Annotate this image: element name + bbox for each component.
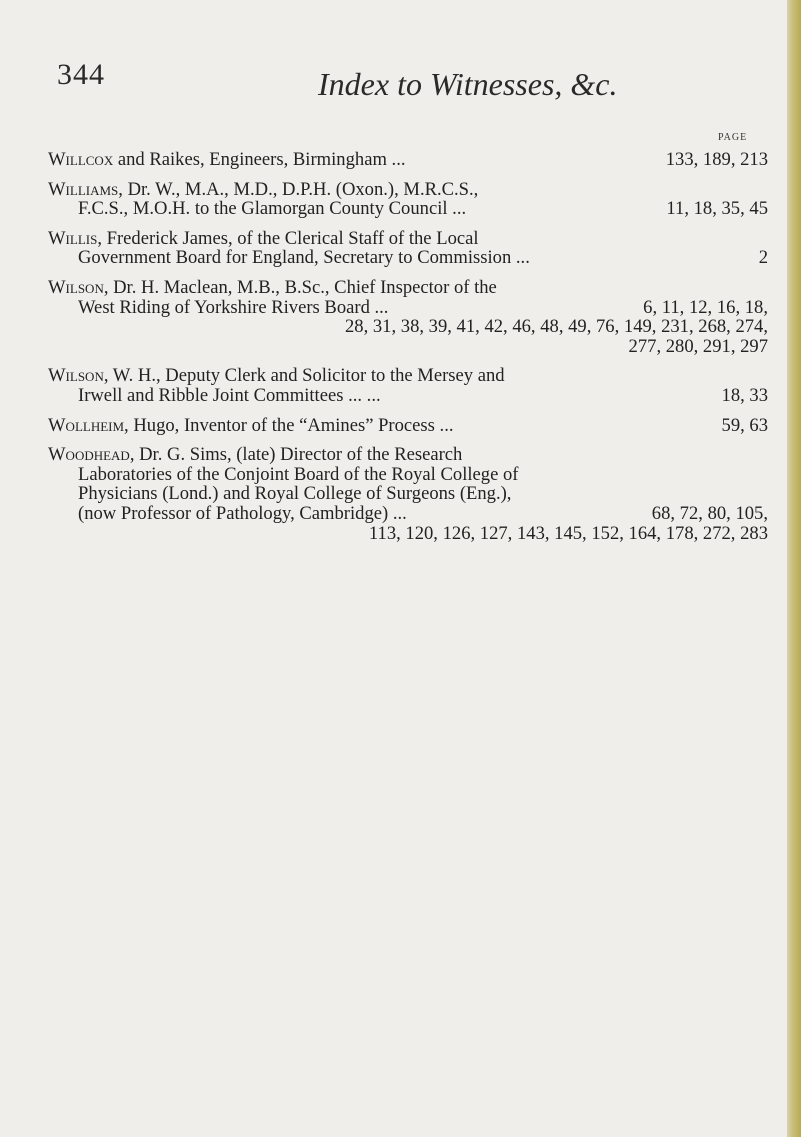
witness-description: , W. H., Deputy Clerk and Solicitor to the Mersey and: [103, 365, 505, 387]
witness-surname: Wilson: [48, 276, 104, 298]
index-entry-line: [48, 386, 768, 406]
index-entry: [48, 229, 768, 268]
witness-description: (now Professor of Pathology, Cambridge) ...: [78, 502, 407, 524]
index-entry-line: [48, 445, 768, 465]
page-column-label: PAGE: [718, 132, 748, 143]
page-references: 6, 11, 12, 16, 18,: [643, 296, 768, 318]
index-entry-line: [48, 298, 768, 318]
index-entry-line: [48, 465, 768, 485]
page-references: 2: [758, 247, 768, 269]
binding-edge: [787, 0, 801, 1137]
witness-description: Physicians (Lond.) and Royal College of Surgeons (Eng.),: [78, 483, 512, 505]
index-entry: [48, 445, 768, 543]
index-entry-line: [48, 317, 768, 337]
index-entry-line: [48, 504, 768, 524]
page-references: 28, 31, 38, 39, 41, 42, 46, 48, 49, 76, 149, 231, 268, 274,: [344, 316, 768, 338]
page-header: [0, 58, 801, 108]
index-entry-line: [48, 278, 768, 298]
page-references: 18, 33: [721, 384, 768, 406]
witness-description: Government Board for England, Secretary to Commission ...: [78, 247, 530, 269]
witness-surname: Woodhead: [48, 444, 130, 466]
page-references: 11, 18, 35, 45: [666, 198, 768, 220]
witness-description: Laboratories of the Conjoint Board of the Royal College of: [78, 463, 519, 485]
index-entry-line: [48, 366, 768, 386]
index-entry-line: [48, 229, 768, 249]
witness-surname: Williams: [48, 178, 119, 200]
index-entry-line: [48, 524, 768, 544]
index-entry-line: [48, 248, 768, 268]
witness-surname: Willis: [48, 227, 98, 249]
index-entry: [48, 150, 768, 170]
index-entry-line: [48, 180, 768, 200]
witness-surname: Wollheim: [48, 414, 125, 436]
index-entry-line: [48, 150, 768, 170]
witness-description: and Raikes, Engineers, Birmingham ...: [113, 149, 406, 170]
index-entry: [48, 416, 768, 436]
running-head: Index to Witnesses, &c.: [318, 66, 618, 102]
page-references: 59, 63: [721, 414, 768, 436]
witness-description: , Dr. W., M.A., M.D., D.P.H. (Oxon.), M.R.C.S.,: [118, 178, 479, 200]
witness-description: Irwell and Ribble Joint Committees ... ...: [78, 384, 381, 406]
witness-surname: Wilson: [48, 365, 104, 387]
page-number: 344: [57, 58, 105, 91]
witness-index: [48, 150, 768, 553]
index-entry-line: [48, 199, 768, 219]
witness-description: , Dr. H. Maclean, M.B., B.Sc., Chief Inspector of the: [103, 276, 497, 298]
page-references: 133, 189, 213: [665, 149, 768, 170]
index-entry: [48, 366, 768, 405]
page-references: 113, 120, 126, 127, 143, 145, 152, 164, 178, 272, 283: [368, 522, 768, 544]
page-references: 277, 280, 291, 297: [628, 335, 768, 357]
witness-description: F.C.S., M.O.H. to the Glamorgan County Council ...: [78, 198, 467, 220]
witness-description: , Hugo, Inventor of the “Amines” Process ...: [124, 414, 454, 436]
page-references: 68, 72, 80, 105,: [651, 502, 768, 524]
witness-description: , Frederick James, of the Clerical Staff of the Local: [97, 227, 479, 249]
index-entry-line: [48, 484, 768, 504]
index-entry: [48, 180, 768, 219]
witness-description: West Riding of Yorkshire Rivers Board ...: [78, 296, 389, 318]
index-entry: [48, 278, 768, 356]
witness-surname: Willcox: [48, 149, 114, 170]
witness-description: , Dr. G. Sims, (late) Director of the Research: [129, 444, 463, 466]
index-entry-line: [48, 337, 768, 357]
index-entry-line: [48, 416, 768, 436]
